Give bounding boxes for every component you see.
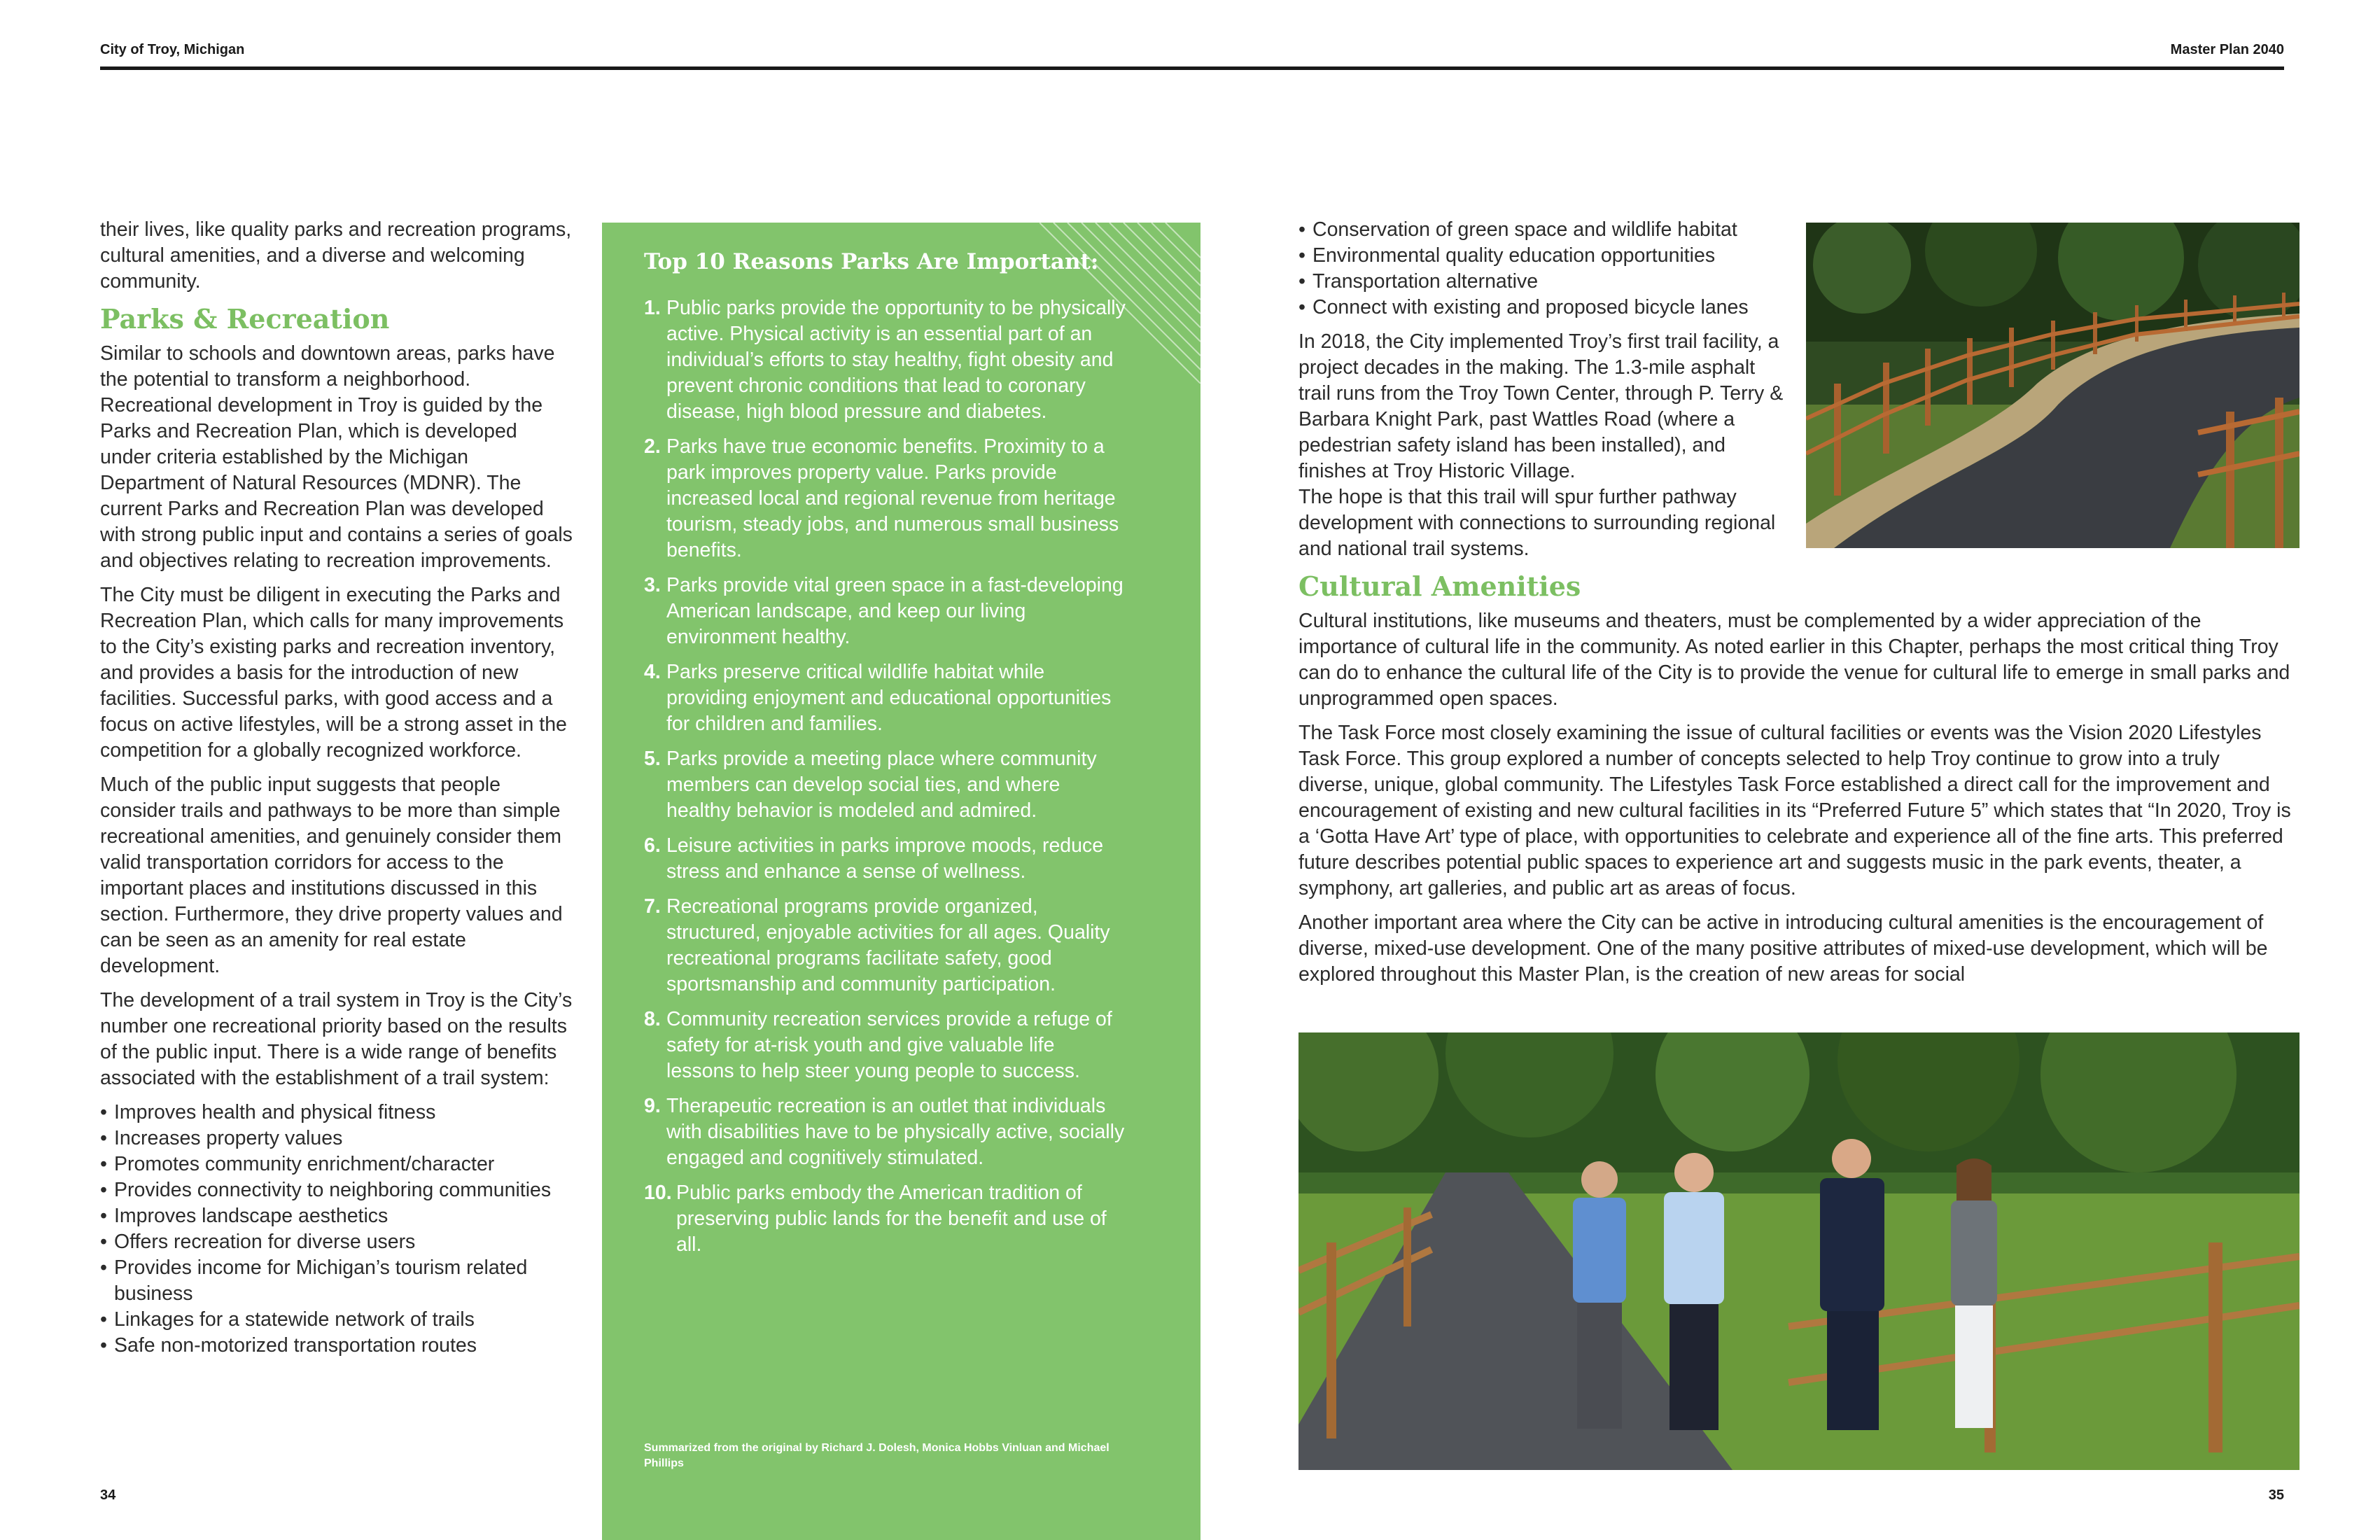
- list-item: • Offers recreation for diverse users: [100, 1229, 573, 1255]
- list-item: 9. Therapeutic recreation is an outlet that individuals with disabilities have to be physically active, socially engaged and cognitively stimulated.: [644, 1095, 1125, 1169]
- list-item: • Promotes community enrichment/character: [100, 1152, 573, 1177]
- trail-paragraph: In 2018, the City implemented Troy’s first trail facility, a project decades in the making. The 1.3-mile asphalt trail runs from the Troy Town Center, through P. Terry & Barbara Knight Park, past Wattles Road (where a pedestrian safety island has been installed), and finishes at Troy Historic Village.: [1298, 330, 1784, 482]
- list-item: 7. Recreational programs provide organized, structured, enjoyable activities for all ages. Quality recreational programs facilitate safety, good sportsmanship and community participation.: [644, 895, 1110, 995]
- list-item: 10. Public parks embody the American tradition of preserving public lands for the benefit and use of all.: [644, 1182, 1107, 1256]
- sidebar-title: Top 10 Reasons Parks Are Important:: [644, 249, 1099, 274]
- list-item: 1. Public parks provide the opportunity to be physically active. Physical activity is an essential part of an individual’s efforts to stay healthy, fight obesity and prevent chronic conditions that lead to coronary disease, high blood pressure and diabetes.: [644, 297, 1126, 423]
- list-item: • Improves health and physical fitness: [100, 1100, 573, 1126]
- list-item: • Provides connectivity to neighboring communities: [100, 1177, 573, 1203]
- header-rule: [100, 66, 2284, 70]
- list-item: 6. Leisure activities in parks improve moods, reduce stress and enhance a sense of wellness.: [644, 834, 1104, 883]
- body-paragraph: Another important area where the City can be active in introducing cultural amenities is the encouragement of diverse, mixed-use development. One of the many positive attributes of mixed-use development, which will be explored throughout this Master Plan, is the creation of new areas for social: [1298, 911, 2268, 986]
- cultural-amenities-heading: Cultural Amenities: [1298, 570, 1581, 602]
- body-paragraph: The development of a trail system in Troy is the City’s number one recreational priority based on the results of the public input. There is a wide range of benefits associated with the establishment of a trail system:: [100, 989, 573, 1089]
- list-item: • Safe non-motorized transportation routes: [100, 1333, 573, 1359]
- hope-paragraph: The hope is that this trail will spur further pathway development with connections to surrounding regional and national trail systems.: [1298, 486, 1776, 560]
- list-item: • Increases property values: [100, 1126, 573, 1152]
- list-item: • Linkages for a statewide network of trails: [100, 1307, 573, 1333]
- list-item: 3. Parks provide vital green space in a fast-developing American landscape, and keep our living environment healthy.: [644, 574, 1124, 648]
- list-item: 5. Parks provide a meeting place where community members can develop social ties, and where healthy behavior is modeled and admired.: [644, 748, 1097, 822]
- intro-paragraph: their lives, like quality parks and recreation programs, cultural amenities, and a diverse and welcoming community.: [100, 218, 572, 293]
- page-number-right: 35: [2268, 1488, 2284, 1503]
- group-trail-photo: [1298, 1032, 2300, 1470]
- trail-benefits-list-continued: [1298, 217, 1788, 321]
- list-item: • Provides income for Michigan’s tourism related business: [100, 1255, 573, 1307]
- left-column: [100, 217, 573, 1359]
- list-item: • Transportation alternative: [1298, 269, 1788, 295]
- list-item: • Conservation of green space and wildlife habitat: [1298, 217, 1788, 243]
- top-reasons-sidebar: [602, 223, 1200, 1540]
- body-paragraph: Similar to schools and downtown areas, parks have the potential to transform a neighborhood. Recreational development in Troy is guided by the Parks and Recreation Plan, which is developed under criteria established by the Michigan Department of Natural Resources (MDNR). The current Parks and Recreation Plan was developed with strong public input and contains a series of goals and objectives relating to recreation improvements.: [100, 342, 573, 572]
- body-paragraph: Cultural institutions, like museums and theaters, must be complemented by a wider appreciation of the importance of cultural life in the community. As noted earlier in this Chapter, perhaps the most critical thing Troy can do to enhance the cultural life of the City is to provide the venue for cultural life to emerge in small parks and unprogrammed open spaces.: [1298, 610, 2290, 710]
- sidebar-credit: Summarized from the original by Richard J. Dolesh, Monica Hobbs Vinluan and Michael Phillips: [644, 1442, 1110, 1469]
- parks-recreation-heading: Parks & Recreation: [100, 303, 390, 335]
- page-number-left: 34: [100, 1488, 116, 1503]
- list-item: 2. Parks have true economic benefits. Proximity to a park improves property value. Parks provide increased local and regional revenue from heritage tourism, steady jobs, and numerous small business benefits.: [644, 435, 1119, 561]
- body-paragraph: The Task Force most closely examining the issue of cultural facilities or events was the Vision 2020 Lifestyles Task Force. This group explored a number of concepts selected to help Troy continue to grow into a truly diverse, unique, global community. The Lifestyles Task Force established a direct call for the improvement and encouragement of existing and new cultural facilities in its “Preferred Future 5” which states that “In 2020, Troy is a ‘Gotta Have Art’ type of place, with opportunities to celebrate and experience all of the fine arts. This preferred future describes potential public spaces to experience art and suggests music in the park events, theater, a symphony, art galleries, and public art as areas of focus.: [1298, 722, 2291, 899]
- list-item: 4. Parks preserve critical wildlife habitat while providing enjoyment and educational opportunities for children and families.: [644, 661, 1112, 735]
- body-paragraph: Much of the public input suggests that people consider trails and pathways to be more than simple recreational amenities, and genuinely consider them valid transportation corridors for access to the important places and institutions discussed in this section. Furthermore, they drive property values and can be seen as an amenity for real estate development.: [100, 774, 563, 977]
- list-item: 8. Community recreation services provide a refuge of safety for at-risk youth and give valuable life lessons to help steer young people to success.: [644, 1008, 1112, 1082]
- body-paragraph: The City must be diligent in executing the Parks and Recreation Plan, which calls for many improvements to the City’s existing parks and recreation inventory, and provides a basis for the introduction of new facilities. Successful parks, with good access and a focus on active lifestyles, will be a strong asset in the competition for a globally recognized workforce.: [100, 584, 567, 762]
- list-item: • Improves landscape aesthetics: [100, 1203, 573, 1229]
- trail-benefits-list: [100, 1100, 573, 1359]
- running-header-left: City of Troy, Michigan: [100, 42, 245, 57]
- list-item: • Environmental quality education opportunities: [1298, 243, 1788, 269]
- right-column: [1298, 217, 2292, 996]
- list-item: • Connect with existing and proposed bicycle lanes: [1298, 295, 1788, 321]
- reasons-list: [644, 295, 1127, 1267]
- running-header-right: Master Plan 2040: [2170, 42, 2284, 57]
